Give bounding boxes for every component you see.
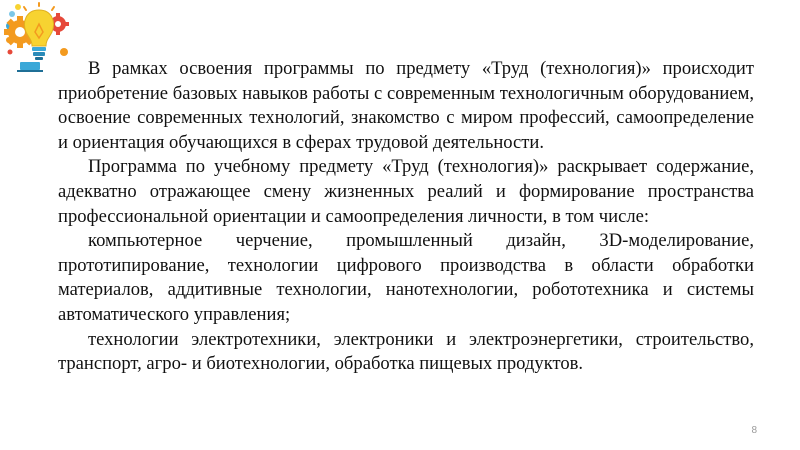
slide-body-text [58, 57, 754, 377]
page-number: 8 [751, 425, 757, 436]
paragraph-program: Программа по учебному предмету «Труд (технология)» раскрывает содержание, адекватно отражающее смену жизненных реалий и формирование пространства профессиональной ориентации и самоопределения личности, в том числе: [58, 156, 754, 227]
paragraph-digital-technologies: компьютерное черчение, промышленный дизайн, 3D-моделирование, прототипирование, технологии цифрового производства в области обработки материалов, аддитивные технологии, нанотехнологии, робототехника и системы автоматического управления; [58, 230, 754, 325]
paragraph-intro: В рамках освоения программы по предмету «Труд (технология)» происходит приобретение базовых навыков работы с современным технологичным оборудованием, освоение современных технологий, знакомство с миром профессий, самоопределение и ориентация обучающихся в сферах трудовой деятельности. [58, 58, 754, 153]
paragraph-electrical-technologies: технологии электротехники, электроники и электроэнергетики, строительство, транспорт, агро- и биотехнологии, обработка пищевых продуктов. [58, 328, 754, 375]
